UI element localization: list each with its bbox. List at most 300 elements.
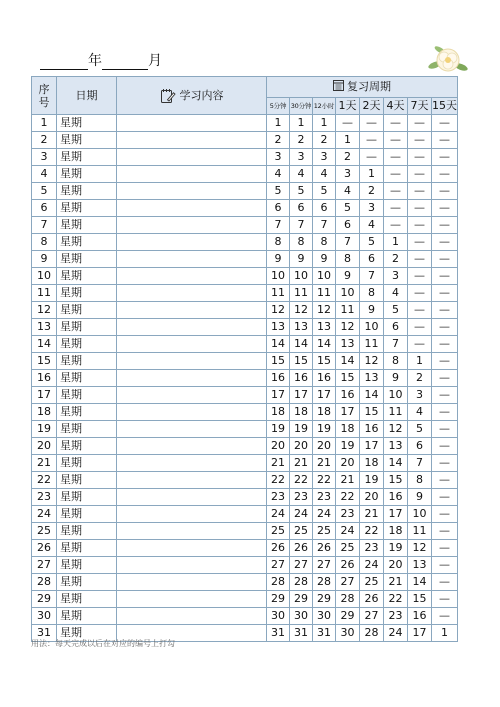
- review-cell[interactable]: 6: [267, 200, 290, 217]
- review-cell: —: [408, 132, 432, 149]
- review-cell[interactable]: 18: [360, 455, 384, 472]
- review-cell[interactable]: 25: [313, 523, 336, 540]
- review-cell[interactable]: 1: [290, 115, 313, 132]
- review-cell[interactable]: 1: [384, 234, 408, 251]
- row-content[interactable]: [117, 132, 267, 149]
- review-cell[interactable]: 6: [360, 251, 384, 268]
- review-cell[interactable]: 9: [384, 370, 408, 387]
- table-row: [32, 455, 458, 472]
- review-cell[interactable]: 26: [313, 540, 336, 557]
- review-cell[interactable]: 28: [360, 625, 384, 642]
- review-cell[interactable]: 19: [313, 421, 336, 438]
- review-cell: —: [432, 591, 458, 608]
- row-content[interactable]: [117, 302, 267, 319]
- review-cell[interactable]: 19: [384, 540, 408, 557]
- review-cell[interactable]: 3: [384, 268, 408, 285]
- review-cell[interactable]: 13: [313, 319, 336, 336]
- review-cell[interactable]: 11: [360, 336, 384, 353]
- review-cell[interactable]: 9: [267, 251, 290, 268]
- review-cell[interactable]: 25: [336, 540, 360, 557]
- review-cell[interactable]: 2: [336, 149, 360, 166]
- row-number: 8: [32, 234, 57, 251]
- review-cell[interactable]: 11: [290, 285, 313, 302]
- review-cell[interactable]: 14: [336, 353, 360, 370]
- review-cell[interactable]: 27: [360, 608, 384, 625]
- review-cell[interactable]: 6: [336, 217, 360, 234]
- row-date: 星期: [57, 132, 117, 149]
- review-cell[interactable]: 28: [336, 591, 360, 608]
- review-table: [31, 76, 458, 642]
- review-cell[interactable]: 7: [384, 336, 408, 353]
- review-cell[interactable]: 25: [267, 523, 290, 540]
- table-row: [32, 115, 458, 132]
- row-number: 30: [32, 608, 57, 625]
- review-cell[interactable]: 5: [313, 183, 336, 200]
- review-cell: —: [408, 268, 432, 285]
- review-cell[interactable]: 15: [408, 591, 432, 608]
- review-cell[interactable]: 10: [313, 268, 336, 285]
- review-cell[interactable]: 20: [360, 489, 384, 506]
- row-number: 3: [32, 149, 57, 166]
- review-cell[interactable]: 2: [384, 251, 408, 268]
- review-cell[interactable]: 31: [313, 625, 336, 642]
- row-content[interactable]: [117, 149, 267, 166]
- col-header-date: 日期: [57, 77, 117, 115]
- review-cell: —: [432, 523, 458, 540]
- row-number: 14: [32, 336, 57, 353]
- review-cell[interactable]: 7: [313, 217, 336, 234]
- row-date: 星期: [57, 183, 117, 200]
- review-cell[interactable]: 27: [267, 557, 290, 574]
- row-content[interactable]: [117, 523, 267, 540]
- row-content[interactable]: [117, 438, 267, 455]
- review-cell[interactable]: 14: [290, 336, 313, 353]
- col-header-content: 学习内容: [117, 77, 267, 115]
- review-cell: —: [408, 183, 432, 200]
- row-content[interactable]: [117, 268, 267, 285]
- row-content[interactable]: [117, 574, 267, 591]
- review-cell[interactable]: 5: [384, 302, 408, 319]
- review-cell: —: [432, 404, 458, 421]
- review-cell[interactable]: 18: [336, 421, 360, 438]
- row-content[interactable]: [117, 353, 267, 370]
- review-cell[interactable]: 3: [360, 200, 384, 217]
- review-cell[interactable]: 29: [290, 591, 313, 608]
- review-cell[interactable]: 6: [408, 438, 432, 455]
- table-row: [32, 591, 458, 608]
- review-cell[interactable]: 22: [384, 591, 408, 608]
- review-cell: —: [432, 489, 458, 506]
- review-cell[interactable]: 2: [408, 370, 432, 387]
- row-content[interactable]: [117, 489, 267, 506]
- review-cell[interactable]: 26: [267, 540, 290, 557]
- review-cell[interactable]: 10: [360, 319, 384, 336]
- review-cell[interactable]: 4: [408, 404, 432, 421]
- review-cell[interactable]: 12: [336, 319, 360, 336]
- review-cell[interactable]: 9: [313, 251, 336, 268]
- row-content[interactable]: [117, 591, 267, 608]
- review-cell[interactable]: 17: [290, 387, 313, 404]
- review-cell[interactable]: 3: [408, 387, 432, 404]
- review-cell[interactable]: 23: [360, 540, 384, 557]
- review-cell[interactable]: 22: [336, 489, 360, 506]
- review-cell: —: [432, 455, 458, 472]
- review-cell[interactable]: 8: [313, 234, 336, 251]
- review-cell[interactable]: 4: [267, 166, 290, 183]
- review-cell[interactable]: 8: [384, 353, 408, 370]
- row-number: 22: [32, 472, 57, 489]
- review-cell[interactable]: 6: [290, 200, 313, 217]
- review-cell[interactable]: 3: [336, 166, 360, 183]
- review-cell: —: [408, 251, 432, 268]
- row-content[interactable]: [117, 557, 267, 574]
- review-cell[interactable]: 12: [408, 540, 432, 557]
- row-date: 星期: [57, 217, 117, 234]
- review-cell[interactable]: 5: [267, 183, 290, 200]
- table-row: [32, 404, 458, 421]
- review-cell[interactable]: 19: [267, 421, 290, 438]
- review-cell: —: [432, 472, 458, 489]
- review-cell: —: [336, 115, 360, 132]
- review-cell[interactable]: 20: [313, 438, 336, 455]
- review-cell[interactable]: 2: [313, 132, 336, 149]
- review-cell[interactable]: 24: [384, 625, 408, 642]
- review-cell[interactable]: 3: [313, 149, 336, 166]
- review-cell[interactable]: 2: [267, 132, 290, 149]
- review-cell[interactable]: 1: [360, 166, 384, 183]
- review-cell[interactable]: 29: [336, 608, 360, 625]
- review-cell[interactable]: 26: [290, 540, 313, 557]
- review-cell[interactable]: 30: [267, 608, 290, 625]
- row-content[interactable]: [117, 200, 267, 217]
- review-cell[interactable]: 5: [408, 421, 432, 438]
- review-cell[interactable]: 26: [360, 591, 384, 608]
- review-cell[interactable]: 18: [384, 523, 408, 540]
- review-cell[interactable]: 1: [313, 115, 336, 132]
- review-cell[interactable]: 7: [360, 268, 384, 285]
- review-cell[interactable]: 24: [267, 506, 290, 523]
- review-cell[interactable]: 4: [336, 183, 360, 200]
- row-date: 星期: [57, 353, 117, 370]
- review-cell[interactable]: 17: [267, 387, 290, 404]
- review-cell[interactable]: 11: [384, 404, 408, 421]
- review-cell[interactable]: 16: [290, 370, 313, 387]
- review-cell[interactable]: 12: [384, 421, 408, 438]
- review-cell[interactable]: 24: [336, 523, 360, 540]
- review-cell: —: [432, 302, 458, 319]
- review-cell[interactable]: 7: [408, 455, 432, 472]
- review-cell[interactable]: 17: [313, 387, 336, 404]
- review-cell[interactable]: 9: [360, 302, 384, 319]
- review-cell[interactable]: 13: [384, 438, 408, 455]
- review-cell: —: [432, 149, 458, 166]
- review-cell[interactable]: 17: [360, 438, 384, 455]
- review-cell: —: [408, 234, 432, 251]
- review-cell[interactable]: 15: [360, 404, 384, 421]
- row-content[interactable]: [117, 115, 267, 132]
- review-cell[interactable]: 5: [336, 200, 360, 217]
- calendar-icon: [333, 80, 344, 91]
- review-cell[interactable]: 7: [336, 234, 360, 251]
- review-cell: —: [408, 302, 432, 319]
- review-cell[interactable]: 11: [408, 523, 432, 540]
- review-cell[interactable]: 27: [313, 557, 336, 574]
- review-cell: —: [432, 438, 458, 455]
- review-cell[interactable]: 22: [290, 472, 313, 489]
- review-cell: —: [432, 387, 458, 404]
- review-cell[interactable]: 28: [313, 574, 336, 591]
- review-cell[interactable]: 10: [267, 268, 290, 285]
- row-content[interactable]: [117, 608, 267, 625]
- review-cell: —: [408, 200, 432, 217]
- review-cell[interactable]: 20: [290, 438, 313, 455]
- row-content[interactable]: [117, 285, 267, 302]
- review-cell[interactable]: 23: [290, 489, 313, 506]
- row-date: 星期: [57, 574, 117, 591]
- review-cell[interactable]: 12: [360, 353, 384, 370]
- review-cell: —: [432, 336, 458, 353]
- review-cell[interactable]: 27: [336, 574, 360, 591]
- row-number: 15: [32, 353, 57, 370]
- review-cell[interactable]: 25: [360, 574, 384, 591]
- review-cell[interactable]: 16: [336, 387, 360, 404]
- row-number: 17: [32, 387, 57, 404]
- review-cell[interactable]: 31: [267, 625, 290, 642]
- review-cell[interactable]: 11: [267, 285, 290, 302]
- row-number: 2: [32, 132, 57, 149]
- table-row: [32, 557, 458, 574]
- table-row: [32, 268, 458, 285]
- review-cell[interactable]: 3: [267, 149, 290, 166]
- review-cell[interactable]: 4: [290, 166, 313, 183]
- review-cell[interactable]: 22: [267, 472, 290, 489]
- review-cell[interactable]: 16: [384, 489, 408, 506]
- review-cell[interactable]: 4: [384, 285, 408, 302]
- month-blank[interactable]: [102, 53, 148, 70]
- row-number: 31: [32, 625, 57, 642]
- review-cell[interactable]: 15: [267, 353, 290, 370]
- review-cell[interactable]: 11: [336, 302, 360, 319]
- review-cell[interactable]: 12: [313, 302, 336, 319]
- table-row: [32, 183, 458, 200]
- review-cell[interactable]: 24: [290, 506, 313, 523]
- row-content[interactable]: [117, 183, 267, 200]
- review-cell[interactable]: 22: [360, 523, 384, 540]
- review-cell[interactable]: 9: [408, 489, 432, 506]
- row-number: 9: [32, 251, 57, 268]
- row-content[interactable]: [117, 370, 267, 387]
- review-cell[interactable]: 11: [313, 285, 336, 302]
- review-cell[interactable]: 24: [313, 506, 336, 523]
- table-row: [32, 574, 458, 591]
- row-content[interactable]: [117, 387, 267, 404]
- review-cell[interactable]: 14: [313, 336, 336, 353]
- review-cell[interactable]: 10: [290, 268, 313, 285]
- row-date: 星期: [57, 506, 117, 523]
- review-cell[interactable]: 21: [290, 455, 313, 472]
- row-number: 4: [32, 166, 57, 183]
- row-content[interactable]: [117, 251, 267, 268]
- review-cell[interactable]: 12: [290, 302, 313, 319]
- review-cell[interactable]: 4: [313, 166, 336, 183]
- review-cell[interactable]: 13: [408, 557, 432, 574]
- review-cell[interactable]: 6: [313, 200, 336, 217]
- review-cell[interactable]: 15: [384, 472, 408, 489]
- review-cell[interactable]: 22: [313, 472, 336, 489]
- review-cell[interactable]: 14: [267, 336, 290, 353]
- review-cell[interactable]: 1: [432, 625, 458, 642]
- row-date: 星期: [57, 472, 117, 489]
- review-cell: —: [384, 183, 408, 200]
- row-number: 12: [32, 302, 57, 319]
- review-cell[interactable]: 16: [313, 370, 336, 387]
- review-cell[interactable]: 2: [290, 132, 313, 149]
- review-cell[interactable]: 5: [290, 183, 313, 200]
- row-date: 星期: [57, 489, 117, 506]
- usage-note: 用法：每天完成以后在对应的编号上打勾: [31, 639, 175, 648]
- row-date: 星期: [57, 438, 117, 455]
- table-row: [32, 285, 458, 302]
- review-cell: —: [408, 217, 432, 234]
- row-content[interactable]: [117, 455, 267, 472]
- row-number: 24: [32, 506, 57, 523]
- review-cell[interactable]: 9: [336, 268, 360, 285]
- review-cell[interactable]: 24: [360, 557, 384, 574]
- row-number: 16: [32, 370, 57, 387]
- review-cell[interactable]: 3: [290, 149, 313, 166]
- review-cell[interactable]: 10: [336, 285, 360, 302]
- review-cell: —: [384, 217, 408, 234]
- table-row: [32, 489, 458, 506]
- review-cell: —: [432, 200, 458, 217]
- table-row: [32, 217, 458, 234]
- review-cell[interactable]: 1: [336, 132, 360, 149]
- review-cell[interactable]: 26: [336, 557, 360, 574]
- review-cell[interactable]: 23: [384, 608, 408, 625]
- review-cell[interactable]: 14: [360, 387, 384, 404]
- review-cell[interactable]: 29: [313, 591, 336, 608]
- review-cell[interactable]: 23: [267, 489, 290, 506]
- review-cell[interactable]: 1: [267, 115, 290, 132]
- review-cell[interactable]: 15: [290, 353, 313, 370]
- table-row: [32, 132, 458, 149]
- review-cell[interactable]: 2: [360, 183, 384, 200]
- row-content[interactable]: [117, 234, 267, 251]
- review-cell[interactable]: 15: [313, 353, 336, 370]
- review-cell[interactable]: 27: [290, 557, 313, 574]
- review-cell[interactable]: 10: [408, 506, 432, 523]
- review-cell[interactable]: 17: [408, 625, 432, 642]
- review-cell[interactable]: 28: [267, 574, 290, 591]
- review-cell[interactable]: 21: [360, 506, 384, 523]
- review-cell[interactable]: 20: [336, 455, 360, 472]
- review-cell[interactable]: 18: [313, 404, 336, 421]
- review-cell[interactable]: 6: [384, 319, 408, 336]
- review-cell[interactable]: 19: [290, 421, 313, 438]
- row-content[interactable]: [117, 319, 267, 336]
- review-cell: —: [384, 115, 408, 132]
- row-content[interactable]: [117, 404, 267, 421]
- review-cell[interactable]: 31: [290, 625, 313, 642]
- review-cell[interactable]: 19: [336, 438, 360, 455]
- row-content[interactable]: [117, 166, 267, 183]
- table-row: [32, 302, 458, 319]
- review-cell[interactable]: 21: [313, 455, 336, 472]
- review-cell[interactable]: 13: [267, 319, 290, 336]
- row-content[interactable]: [117, 540, 267, 557]
- review-cell[interactable]: 30: [336, 625, 360, 642]
- review-cell[interactable]: 28: [290, 574, 313, 591]
- flower-icon: [428, 40, 468, 76]
- review-cell[interactable]: 8: [336, 251, 360, 268]
- review-cell[interactable]: 16: [267, 370, 290, 387]
- review-cell[interactable]: 30: [313, 608, 336, 625]
- table-row: [32, 506, 458, 523]
- review-cell[interactable]: 25: [290, 523, 313, 540]
- review-cell[interactable]: 8: [290, 234, 313, 251]
- table-body: [32, 115, 458, 642]
- review-cell[interactable]: 13: [360, 370, 384, 387]
- review-cell[interactable]: 18: [267, 404, 290, 421]
- review-cell[interactable]: 30: [290, 608, 313, 625]
- review-cell[interactable]: 23: [336, 506, 360, 523]
- review-cell[interactable]: 7: [290, 217, 313, 234]
- review-cell[interactable]: 21: [336, 472, 360, 489]
- review-cell[interactable]: 10: [384, 387, 408, 404]
- row-number: 7: [32, 217, 57, 234]
- review-cell[interactable]: 8: [360, 285, 384, 302]
- review-cell[interactable]: 17: [384, 506, 408, 523]
- row-content[interactable]: [117, 217, 267, 234]
- review-cell[interactable]: 9: [290, 251, 313, 268]
- review-cell[interactable]: 7: [267, 217, 290, 234]
- review-cell[interactable]: 20: [384, 557, 408, 574]
- interval-12h: 12小时: [313, 98, 336, 115]
- review-cell[interactable]: 12: [267, 302, 290, 319]
- review-cell[interactable]: 8: [267, 234, 290, 251]
- row-date: 星期: [57, 200, 117, 217]
- review-cell[interactable]: 1: [408, 353, 432, 370]
- review-cell[interactable]: 21: [384, 574, 408, 591]
- review-cell[interactable]: 8: [408, 472, 432, 489]
- review-cell[interactable]: 20: [267, 438, 290, 455]
- year-blank[interactable]: [40, 53, 88, 70]
- review-cell: —: [432, 506, 458, 523]
- row-content[interactable]: [117, 421, 267, 438]
- review-cell[interactable]: 19: [360, 472, 384, 489]
- interval-30min: 30分钟: [290, 98, 313, 115]
- row-content[interactable]: [117, 336, 267, 353]
- review-cell[interactable]: 16: [360, 421, 384, 438]
- review-cell[interactable]: 17: [336, 404, 360, 421]
- review-cell[interactable]: 14: [384, 455, 408, 472]
- row-number: 19: [32, 421, 57, 438]
- review-cell[interactable]: 5: [360, 234, 384, 251]
- review-cell[interactable]: 14: [408, 574, 432, 591]
- review-cell[interactable]: 15: [336, 370, 360, 387]
- review-cell: —: [432, 166, 458, 183]
- review-cell[interactable]: 29: [267, 591, 290, 608]
- review-cell[interactable]: 18: [290, 404, 313, 421]
- review-cell[interactable]: 23: [313, 489, 336, 506]
- review-cell[interactable]: 4: [360, 217, 384, 234]
- review-cell[interactable]: 16: [408, 608, 432, 625]
- row-content[interactable]: [117, 506, 267, 523]
- row-content[interactable]: [117, 472, 267, 489]
- review-cell[interactable]: 13: [336, 336, 360, 353]
- review-cell[interactable]: 21: [267, 455, 290, 472]
- review-cell[interactable]: 13: [290, 319, 313, 336]
